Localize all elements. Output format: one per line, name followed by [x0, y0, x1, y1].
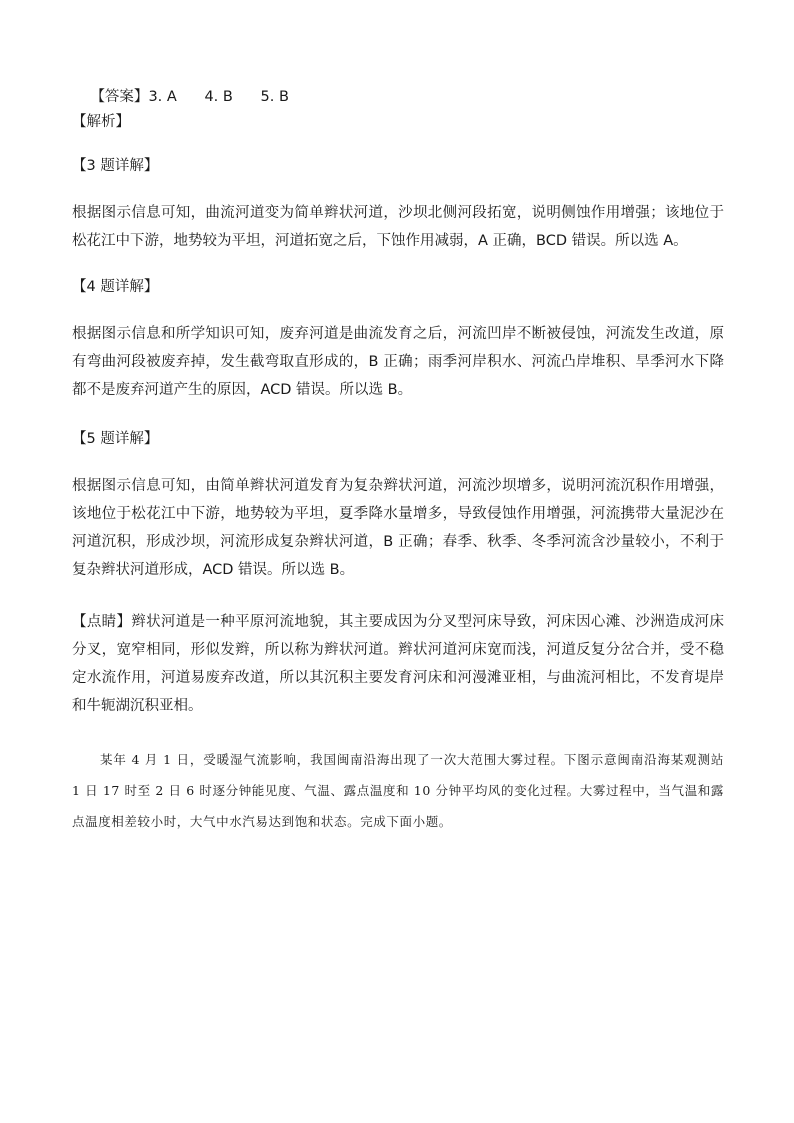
q4-body: 根据图示信息和所学知识可知，废弃河道是曲流发育之后，河流凹岸不断被侵蚀，河流发生改道，原有弯曲河段被废弃掉，发生截弯取直形成的，B 正确；雨季河岸积水、河流凸岸堆积、旱季河水下降都不是废弃河道产生的原因，ACD 错误。所以选 B。	[72, 326, 724, 398]
question-intro: 某年 4 月 1 日，受暖湿气流影响，我国闽南沿海出现了一次大范围大雾过程。下图示意闽南沿海某观测站 1 日 17 时至 2 日 6 时逐分钟能见度、气温、露点温度和 10 分钟平均风的变化过程。大雾过程中，当气温和露点温度相差较小时，大气中水汽易达到饱和状态。完成下面小题。	[72, 752, 724, 829]
answer-tag: 【答案】	[90, 89, 149, 105]
q3-title: 【3 题详解】	[72, 158, 159, 174]
tip-body: 【点睛】辫状河道是一种平原河流地貌，其主要成因为分叉型河床导致，河床因心滩、沙洲造成河床分叉，宽窄相同，形似发辫，所以称为辫状河道。辫状河道河床宽而浅，河道反复分岔合并，受不稳定水流作用，河道易废弃改道，所以其沉积主要发育河床和河漫滩亚相，与曲流河相比，不发育堤岸和牛轭湖沉积亚相。	[72, 614, 724, 714]
answer-items: 3. A 4. B 5. B	[148, 89, 289, 105]
q3-body: 根据图示信息可知，曲流河道变为简单辫状河道，沙坝北侧河段拓宽，说明侧蚀作用增强；该地位于松花江中下游，地势较为平坦，河道拓宽之后，下蚀作用减弱，A 正确，BCD 错误。所以选 A。	[72, 205, 724, 249]
q4-title: 【4 题详解】	[72, 279, 159, 295]
analysis-title: 【解析】	[72, 114, 130, 130]
q5-title: 【5 题详解】	[72, 431, 159, 447]
q5-body: 根据图示信息可知，由简单辫状河道发育为复杂辫状河道，河流沙坝增多，说明河流沉积作用增强，该地位于松花江中下游，地势较为平坦，夏季降水量增多，导致侵蚀作用增强，河流携带大量泥沙在河道沉积，形成沙坝，河流形成复杂辫状河道，B 正确；春季、秋季、冬季河流含沙量较小，不利于复杂辫状河道形成，ACD 错误。所以选 B。	[72, 478, 724, 578]
